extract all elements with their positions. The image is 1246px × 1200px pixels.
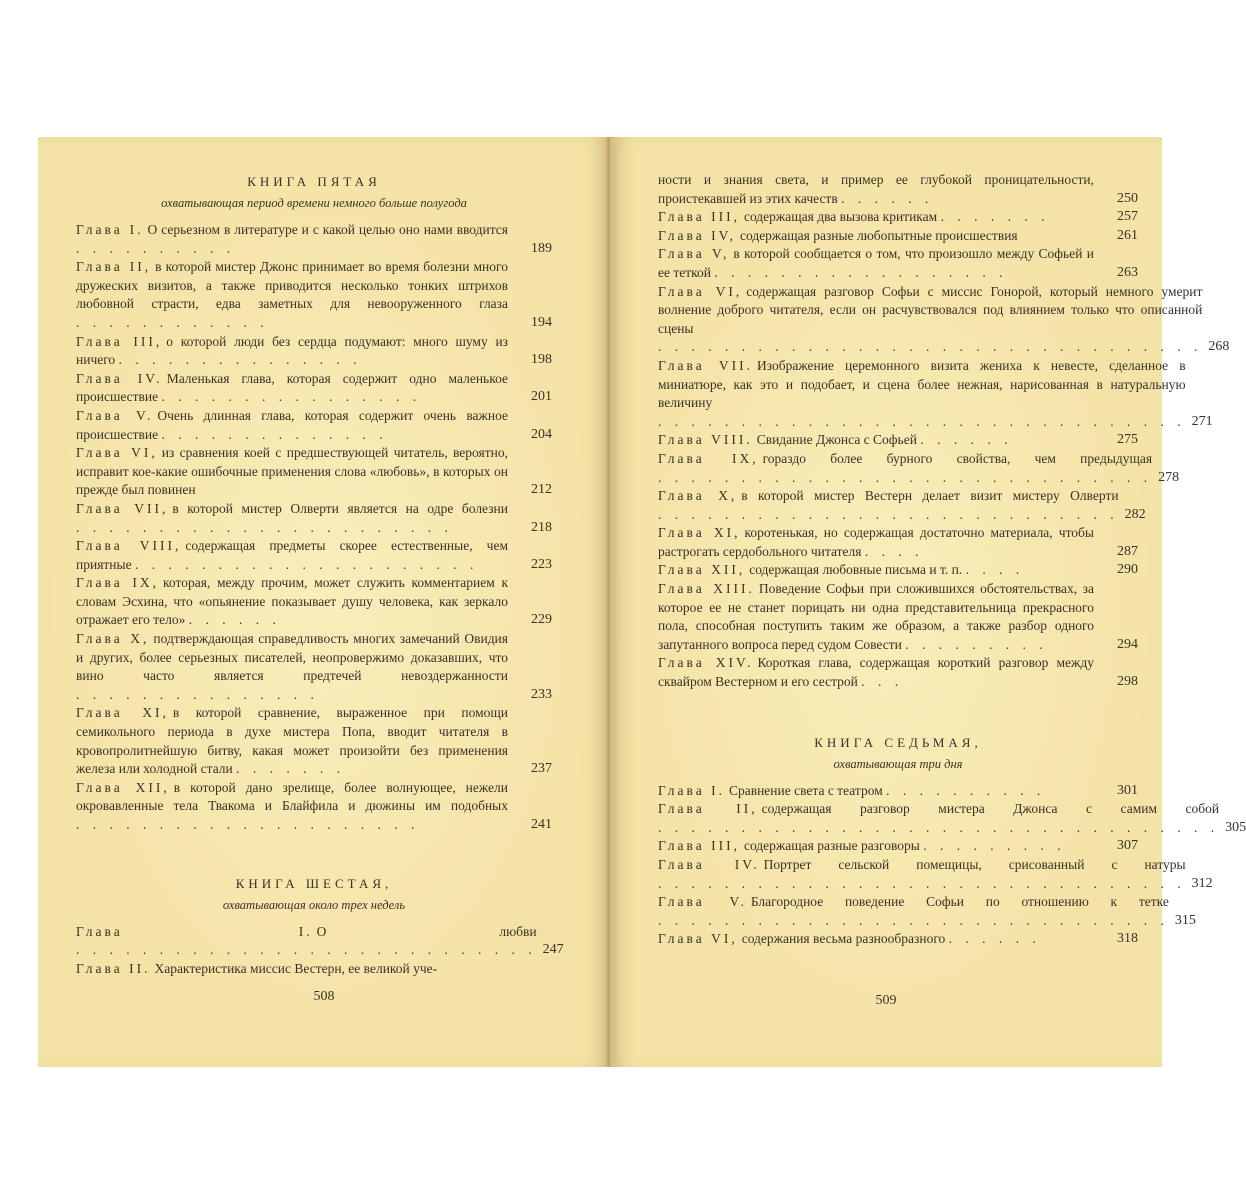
page-ref: 194 <box>531 314 552 330</box>
chapter-text: Характеристика миссис Вестерн, ее великой уче- <box>154 960 438 976</box>
page-ref: 247 <box>542 942 564 958</box>
toc-entry <box>76 500 552 537</box>
right-page-content <box>658 171 1246 949</box>
page-ref: 298 <box>1117 674 1138 690</box>
chapter-list <box>658 782 1246 949</box>
toc-entry <box>76 407 552 444</box>
chapter-label: Глава VI, <box>658 283 743 299</box>
toc-entry <box>658 357 1213 431</box>
chapter-text: в которой мистер Олверти является на одре болезни <box>172 500 508 516</box>
page-ref: 263 <box>1117 264 1138 280</box>
chapter-text: Портрет сельской помещицы, срисованный с натуры <box>763 857 1186 872</box>
left-page <box>38 137 610 1067</box>
chapter-text: содержащая разные любопытные происшествия <box>739 227 1018 243</box>
chapter-label: Глава I. <box>76 923 313 939</box>
chapter-text: содержащая два вызова критикам <box>743 209 938 225</box>
page-ref: 198 <box>531 352 552 368</box>
toc-entry <box>658 171 1138 208</box>
chapter-text: содержащая любовные письма и т. п. <box>749 562 963 578</box>
chapter-label: Глава IV. <box>658 857 760 872</box>
page-ref: 212 <box>531 482 552 498</box>
page-ref: 307 <box>1117 838 1138 854</box>
page-ref: 282 <box>1124 506 1146 522</box>
toc-entry <box>76 923 564 960</box>
toc-entry <box>658 856 1213 893</box>
chapter-text: в которой мистер Вестерн делает визит мистеру Олверти <box>741 488 1119 504</box>
page-ref: 201 <box>531 389 552 405</box>
leader-dots: . . . . . . . . . . . . . . <box>161 426 388 442</box>
page-ref: 189 <box>531 240 552 256</box>
chapter-label: Глава VII. <box>658 357 753 373</box>
chapter-label: Глава V. <box>76 407 154 423</box>
chapter-label: Глава VII, <box>76 500 169 516</box>
book-spread <box>38 137 1246 1067</box>
page-ref: 271 <box>1191 413 1213 429</box>
toc-entry <box>658 208 1138 227</box>
leader-dots: . . . . . . <box>841 190 934 206</box>
leader-dots: . . . . . . . . . . . . . . . <box>76 686 319 702</box>
chapter-label: Глава XII, <box>76 779 170 795</box>
leader-dots: . . . . . . . <box>236 761 346 777</box>
leader-dots: . . . . . . . . . . . . . . . . . . . . . . . . . . . . <box>76 942 537 958</box>
page-ref: 257 <box>1117 209 1138 225</box>
chapter-text: О серьезном в литературе и с какой целью оно нами вводится <box>147 222 509 237</box>
chapter-label: Глава VIII, <box>76 538 182 554</box>
left-page-content <box>76 171 564 978</box>
leader-dots: . . . <box>861 674 904 690</box>
leader-dots: . . . . . . . . . . . . . . . . . . . . . <box>76 817 420 832</box>
toc-entry <box>76 630 552 704</box>
leader-dots: . . . . . . . . . . . . . . . . . . . . . . . <box>76 519 453 535</box>
chapter-label: Глава II, <box>658 801 758 817</box>
leader-dots: . . . . . . . . . . . . . . . . <box>161 389 422 405</box>
page-ref: 301 <box>1117 782 1138 798</box>
chapter-label: Глава XI, <box>658 525 741 541</box>
leader-dots: . . . . . . <box>188 612 281 628</box>
page-ref: 294 <box>1117 636 1138 652</box>
chapter-label: Глава I. <box>658 782 725 798</box>
chapter-label: Глава XII, <box>658 562 746 578</box>
leader-dots: . . . . . . . . . . . . <box>76 314 269 330</box>
leader-dots: . . . . . . . . . . <box>886 782 1046 798</box>
chapter-text: из сравнения коей с предшествующей читатель, вероятно, исправит кое-какие ошибочные применения слова «любовь», в которых он прежде был повинен <box>76 445 508 498</box>
chapter-label: Глава X, <box>658 488 738 504</box>
chapter-text: Изображение церемонного визита жениха к невесте, сделанное в миниатюре, как это и подобает, и сцена более нежная, нарисованная в натуральную величину <box>658 357 1186 411</box>
chapter-label: Глава XIV. <box>658 655 754 671</box>
toc-entry <box>658 487 1146 524</box>
leader-dots: . . . . . . <box>948 931 1041 947</box>
chapter-text: Короткая глава, содержащая короткий разговор между сквайром Вестерном и его сестрой <box>658 655 1094 690</box>
chapter-text: которая, между прочим, может служить комментарием к словам Эсхина, что «опьянение показывает душу человека, как зеркало отражает его тело» <box>76 575 509 628</box>
chapter-text: ности и знания света, и пример ее глубокой проницательности, проистекавшей из этих качеств <box>658 172 1094 206</box>
leader-dots: . . . . <box>965 562 1025 578</box>
chapter-label: Глава III, <box>76 333 163 349</box>
chapter-list <box>658 208 1230 691</box>
chapter-text: Сравнение света с театром <box>728 782 883 798</box>
chapter-label: Глава X, <box>76 631 150 647</box>
leader-dots: . . . . . . . . . . . . . . . . . . <box>714 264 1008 280</box>
chapter-text: Очень длинная глава, которая содержит очень важное происшествие <box>76 407 508 442</box>
chapter-label: Глава VIII. <box>658 432 753 448</box>
toc-entry <box>658 782 1138 801</box>
right-page <box>610 137 1246 1067</box>
toc-entry <box>658 227 1138 246</box>
chapter-label: Глава IV. <box>76 370 163 386</box>
page-ref: 233 <box>531 686 552 702</box>
toc-entry <box>76 960 552 979</box>
page-ref: 241 <box>531 817 552 832</box>
page-ref: 312 <box>1191 875 1213 891</box>
leader-dots: . . . . . . <box>920 432 1013 448</box>
leader-dots: . . . . . . . . . . . . . . . <box>118 352 362 368</box>
chapter-text: Благородное поведение Софьи по отношению к тетке <box>750 894 1169 910</box>
book-title: КНИГА ПЯТАЯ <box>247 174 381 189</box>
page-number: 508 <box>313 989 335 1004</box>
page-ref: 290 <box>1117 562 1138 578</box>
leader-dots: . . . . . . . <box>940 209 1050 225</box>
toc-entry <box>76 333 552 370</box>
book-title: КНИГА ШЕСТАЯ, <box>235 875 393 891</box>
chapter-list <box>76 923 564 979</box>
book-subtitle: охватывающая период времени немного больше полугода <box>161 196 467 210</box>
page-ref: 268 <box>1208 339 1230 355</box>
chapter-text: подтверждающая справедливость многих замечаний Овидия и других, более серьезных писателей, неопровержимо доказавших, что вино часто является предтечей невоздержанности <box>76 631 508 684</box>
chapter-label: Глава V. <box>658 894 747 910</box>
leader-dots: . . . . . . . . . . . . . . . . . . . . . <box>134 556 479 572</box>
chapter-label: Глава VI, <box>658 931 738 947</box>
chapter-label: Глава I. <box>76 222 144 237</box>
chapter-text: Поведение Софьи при сложившихся обстоятельствах, за которое ее не станет порицать ни одна представительница прекрасного пола, способная поступить таким же образом, а также разбор одного запутанного вопроса перед судом Совести <box>658 581 1095 652</box>
toc-entry <box>658 930 1138 949</box>
chapter-label: Глава II, <box>76 259 152 275</box>
page-ref: 237 <box>531 761 552 777</box>
book-subtitle: охватывающая три дня <box>833 756 963 771</box>
leader-dots: . . . . . . . . . <box>905 636 1048 652</box>
page-ref: 250 <box>1117 190 1138 206</box>
leader-dots: . . . . <box>864 543 924 559</box>
toc-entry <box>76 444 552 500</box>
leader-dots: . . . . . . . . . . . . . . . . . . . . . . . . . . . . . . . <box>658 912 1169 928</box>
leader-dots: . . . . . . . . . <box>923 838 1066 854</box>
toc-entry <box>658 893 1196 930</box>
leader-dots: . . . . . . . . . . . . . . . . . . . . . . . . . . . . . . . . . . <box>658 819 1220 835</box>
toc-entry <box>76 574 552 630</box>
toc-entry <box>658 561 1138 580</box>
chapter-label: Глава III, <box>658 838 740 854</box>
chapter-text: содержания весьма разнообразного <box>741 931 946 947</box>
chapter-label: Глава XIII. <box>658 581 755 597</box>
chapter-text: содержащая разные разговоры <box>743 838 920 854</box>
chapter-text: в которой сравнение, выраженное при помощи семикольного периода в духе мистера Попа, вводит читателя в кровопролитнейшую битву, какая может произойти без применения железа или холодной стали <box>76 705 508 777</box>
toc-entry <box>76 779 552 835</box>
toc-entry <box>658 450 1180 487</box>
book-subtitle: охватывающая около трех недель <box>222 897 406 912</box>
toc-entry <box>658 283 1230 357</box>
toc-entry <box>76 370 552 407</box>
chapter-text: гораздо более бурного свойства, чем предыдущая <box>762 450 1153 466</box>
page-ref: 305 <box>1225 819 1246 835</box>
leader-dots: . . . . . . . . . . . . . . . . . . . . . . . . . . . . . . . . . <box>658 339 1203 355</box>
chapter-text: Свидание Джонса с Софьей <box>756 432 917 448</box>
page-ref: 275 <box>1117 432 1138 448</box>
chapter-label: Глава IX, <box>76 575 160 591</box>
leader-dots: . . . . . . . . . . <box>76 240 236 256</box>
chapter-label: Глава XI, <box>76 705 169 721</box>
page-ref: 223 <box>531 556 552 572</box>
page-ref: 287 <box>1117 543 1138 559</box>
leader-dots: . . . . . . . . . . . . . . . . . . . . . . . . . . . . . . . . <box>658 875 1186 891</box>
page-ref: 315 <box>1174 912 1196 928</box>
toc-entry <box>658 837 1138 856</box>
chapter-text: коротенькая, но содержащая достаточно материала, чтобы растрогать сердобольного читателя <box>658 525 1094 559</box>
chapter-label: Глава IV, <box>658 227 736 243</box>
toc-entry <box>76 258 552 332</box>
chapter-text: Маленькая глава, которая содержит одно маленькое происшествие <box>76 370 508 405</box>
page-ref: 229 <box>531 612 552 628</box>
toc-entry <box>76 221 552 258</box>
leader-dots: . . . . . . . . . . . . . . . . . . . . . . . . . . . . . . <box>658 469 1153 485</box>
toc-entry <box>658 245 1138 282</box>
page-ref: 261 <box>1117 227 1138 243</box>
chapter-text: О любви <box>316 923 537 939</box>
toc-entry <box>658 431 1138 450</box>
chapter-text: содержащая разговор мистера Джонса с самим собой <box>761 801 1220 817</box>
chapter-label: Глава III, <box>658 209 740 225</box>
toc-entry <box>658 580 1138 654</box>
chapter-text: в которой сообщается о том, что произошло между Софьей и ее теткой <box>658 246 1094 280</box>
chapter-text: в которой дано зрелище, более волнующее, нежели окровавленные тела Твакома и Блайфила и дюжины им подобных <box>76 779 508 814</box>
chapter-text: о которой люди без сердца подумают: много шуму из ничего <box>76 333 508 368</box>
chapter-text: содержащая предметы скорее естественные, чем приятные <box>76 538 508 572</box>
chapter-label: Глава VI, <box>76 445 158 461</box>
page-ref: 278 <box>1158 469 1180 485</box>
toc-entry <box>76 704 552 778</box>
page-ref: 218 <box>531 519 552 535</box>
book-title: КНИГА СЕДЬМАЯ, <box>814 734 982 750</box>
chapter-label: Глава II. <box>76 960 151 976</box>
toc-entry <box>658 800 1246 837</box>
chapter-label: Глава V, <box>658 246 730 262</box>
page-number: 509 <box>875 993 897 1008</box>
toc-entry <box>76 537 552 574</box>
page-ref: 204 <box>531 426 552 442</box>
toc-entry <box>658 524 1138 561</box>
chapter-label: Глава IX, <box>658 450 759 466</box>
toc-entry <box>658 654 1138 691</box>
chapter-text: в которой мистер Джонс принимает во время болезни много дружеских визитов, а также приводится несколько тонких штрихов любовной страсти, едва заметных для невооруженного глаза <box>76 259 508 312</box>
chapter-list <box>76 221 552 835</box>
leader-dots: . . . . . . . . . . . . . . . . . . . . . . . . . . . . <box>658 506 1119 522</box>
chapter-text: содержащая разговор Софьи с миссис Гоноpой, который немного умерит волнение доброго читателя, если он расчувствовался под влиянием только что описанной сцены <box>658 283 1203 336</box>
leader-dots: . . . . . . . . . . . . . . . . . . . . . . . . . . . . . . . . <box>658 413 1186 429</box>
page-ref: 318 <box>1117 931 1138 947</box>
